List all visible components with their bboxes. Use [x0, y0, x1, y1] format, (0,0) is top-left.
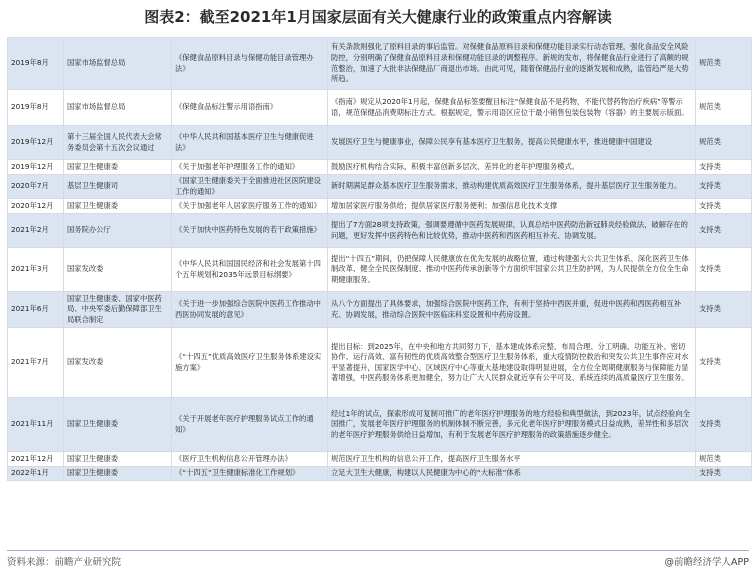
table-row — [8, 214, 752, 248]
policy-content: 从八个方面提出了具体要求，加强综合医院中医药工作，有利于坚持中西医并重，促进中医药和西医药相互补充、协调发展，推动综合医院中医临床科室设置和中药房设置。 — [328, 292, 696, 328]
policy-date: 2019年8月 — [8, 38, 64, 90]
policy-type: 规范类 — [696, 38, 752, 90]
policy-issuer: 国家卫生健康委 — [64, 452, 172, 467]
policy-content: 提出了7方面28项支持政策，强调要遵循中医药发展规律，认真总结中医药防治新冠肺炎经验做法，破解存在的问题，更好发挥中医药特色和比较优势，推动中医药和西医药相互补充、协调发展。 — [328, 214, 696, 248]
policy-issuer: 国家市场监督总局 — [64, 90, 172, 126]
policy-type: 支持类 — [696, 248, 752, 292]
policy-date: 2019年8月 — [8, 90, 64, 126]
brand-credit: @前瞻经济学人APP — [664, 557, 749, 568]
policy-date: 2019年12月 — [8, 160, 64, 175]
policy-document: 《“十四五”卫生健康标准化工作规划》 — [172, 467, 328, 481]
policy-type: 支持类 — [696, 328, 752, 398]
policy-document: 《国家卫生健康委关于全面推进社区医院建设工作的通知》 — [172, 175, 328, 199]
policy-type: 支持类 — [696, 160, 752, 175]
policy-document: 《保健食品标注警示用语指南》 — [172, 90, 328, 126]
policy-issuer: 国家卫生健康委 — [64, 160, 172, 175]
policy-type: 规范类 — [696, 452, 752, 467]
policy-document: 《医疗卫生机构信息公开管理办法》 — [172, 452, 328, 467]
policy-content: 规范医疗卫生机构的信息公开工作，提高医疗卫生服务水平 — [328, 452, 696, 467]
policy-type: 支持类 — [696, 398, 752, 452]
policy-date: 2020年7月 — [8, 175, 64, 199]
policy-issuer: 国家发改委 — [64, 248, 172, 292]
table-row — [8, 199, 752, 214]
policy-date: 2021年2月 — [8, 214, 64, 248]
policy-type: 支持类 — [696, 214, 752, 248]
footer-divider — [7, 550, 749, 551]
table-row — [8, 452, 752, 467]
policy-document: 《关于开展老年医疗护理服务试点工作的通知》 — [172, 398, 328, 452]
policy-date: 2022年1月 — [8, 467, 64, 481]
policy-issuer: 国家卫生健康委 — [64, 398, 172, 452]
policy-content: 《指南》规定从2020年1月起，保健食品标签要醒目标注“保健食品不是药物，不能代替药物治疗疾病”等警示语，规范保健品消费期标注方式。根据规定，警示用语区应位于最小销售包装包装物（容器）的主要展示版面。 — [328, 90, 696, 126]
table-row — [8, 328, 752, 398]
policy-type: 支持类 — [696, 467, 752, 481]
policy-content: 立足大卫生大健康，构建以人民健康为中心的“大标准”体系 — [328, 467, 696, 481]
table-row — [8, 398, 752, 452]
policy-issuer: 国家市场监督总局 — [64, 38, 172, 90]
policy-issuer: 第十三届全国人民代表大会常务委员会第十五次会议通过 — [64, 126, 172, 160]
policy-content: 提出“十四五”期间，仍把保障人民健康放在优先发展的战略位置，通过构建强大公共卫生体系、深化医药卫生体制改革、健全全民医保制度、推动中医药传承创新等个方面织牢国家公共卫生防护网，为人民提供全方位全生命期健康服务。 — [328, 248, 696, 292]
policy-table — [7, 37, 752, 481]
table-row — [8, 248, 752, 292]
chart-title: 图表2：截至2021年1月国家层面有关大健康行业的政策重点内容解读 — [144, 8, 612, 26]
policy-document: 《关于加强老年人居家医疗服务工作的通知》 — [172, 199, 328, 214]
table-row — [8, 160, 752, 175]
policy-table-body — [8, 38, 752, 481]
table-row — [8, 90, 752, 126]
policy-issuer: 国务院办公厅 — [64, 214, 172, 248]
policy-date: 2021年12月 — [8, 452, 64, 467]
policy-document: 《关于加快中医药特色发展的若干政策措施》 — [172, 214, 328, 248]
policy-date: 2019年12月 — [8, 126, 64, 160]
policy-document: 《关于加强老年护理服务工作的通知》 — [172, 160, 328, 175]
policy-date: 2021年6月 — [8, 292, 64, 328]
table-row — [8, 38, 752, 90]
policy-document: 《中华人民共和国基本医疗卫生与健康促进法》 — [172, 126, 328, 160]
policy-issuer: 国家卫生健康委 — [64, 199, 172, 214]
policy-document: 《保健食品原料目录与保健功能目录管理办法》 — [172, 38, 328, 90]
policy-content: 发展医疗卫生与健康事业，保障公民享有基本医疗卫生服务，提高公民健康水平，推进健康中国建设 — [328, 126, 696, 160]
table-row — [8, 175, 752, 199]
policy-content: 增加居家医疗服务供给；提供居家医疗服务便利；加强信息化技术支撑 — [328, 199, 696, 214]
footer — [7, 553, 749, 569]
policy-document: 《关于进一步加强综合医院中医药工作推动中西医协同发展的意见》 — [172, 292, 328, 328]
source-note: 资料来源：前瞻产业研究院 — [7, 557, 122, 568]
policy-issuer: 国家卫生健康委、国家中医药局、中央军委后勤保障部卫生局联合制定 — [64, 292, 172, 328]
policy-issuer: 国家卫生健康委 — [64, 467, 172, 481]
policy-issuer: 国家发改委 — [64, 328, 172, 398]
policy-content: 经过1年的试点，探索形成可复制可推广的老年医疗护理服务的地方经验和典型做法，到2023年，试点经验向全国推广，发展老年医疗护理服务的机制体制不断完善，多元化老年医疗护理服务模式日益成熟，差异性和多层次的老年医疗护理服务供给日益增加，有利于发展老年医疗护理服务的政策措施逐步健全。 — [328, 398, 696, 452]
policy-document: 《“十四五”优质高效医疗卫生服务体系建设实施方案》 — [172, 328, 328, 398]
policy-content: 提出目标：到2025年，在中央和地方共同努力下，基本建成体系完整、布局合理、分工明确、功能互补、密切协作、运行高效、富有韧性的优质高效整合型医疗卫生服务体系，重大疫情防控救治和突发公共卫生事件应对水平显著提升，国家医学中心、区域医疗中心等重大基地建设取得明显进展，全方位全周期健康服务与保障能力显著增强，中医药服务体系更加健全，努力让广大人民群众就近享有公平可及、系统连续的高质量医疗卫生服务。 — [328, 328, 696, 398]
policy-content: 鼓励医疗机构结合实际，积极丰富创新多层次、差异化的老年护理服务模式。 — [328, 160, 696, 175]
policy-type: 规范类 — [696, 126, 752, 160]
policy-document: 《中华人民共和国国民经济和社会发展第十四个五年规划和2035年远景目标纲要》 — [172, 248, 328, 292]
table-row — [8, 467, 752, 481]
policy-type: 支持类 — [696, 175, 752, 199]
table-row — [8, 292, 752, 328]
policy-date: 2020年12月 — [8, 199, 64, 214]
policy-date: 2021年11月 — [8, 398, 64, 452]
policy-issuer: 基层卫生健康司 — [64, 175, 172, 199]
table-row — [8, 126, 752, 160]
policy-content: 新时期满足群众基本医疗卫生服务需求，推动构建优质高效医疗卫生服务体系，提升基层医疗卫生服务能力。 — [328, 175, 696, 199]
policy-type: 支持类 — [696, 199, 752, 214]
policy-date: 2021年7月 — [8, 328, 64, 398]
policy-type: 规范类 — [696, 90, 752, 126]
policy-date: 2021年3月 — [8, 248, 64, 292]
policy-content: 有关条款则强化了原料目录的事后监管。对保健食品原料目录和保健功能目录实行动态管理，强化食品安全风险防控，分别明确了保健食品原料目录和保健功能目录的调整程序。新规的发布，将保健食品行业进行了高额的规范整治，加速了大批非法保健品厂商退出市场。由此可见，随着保健品行业的逐渐发展和成熟，监管趋严是大势所趋。 — [328, 38, 696, 90]
policy-type: 支持类 — [696, 292, 752, 328]
